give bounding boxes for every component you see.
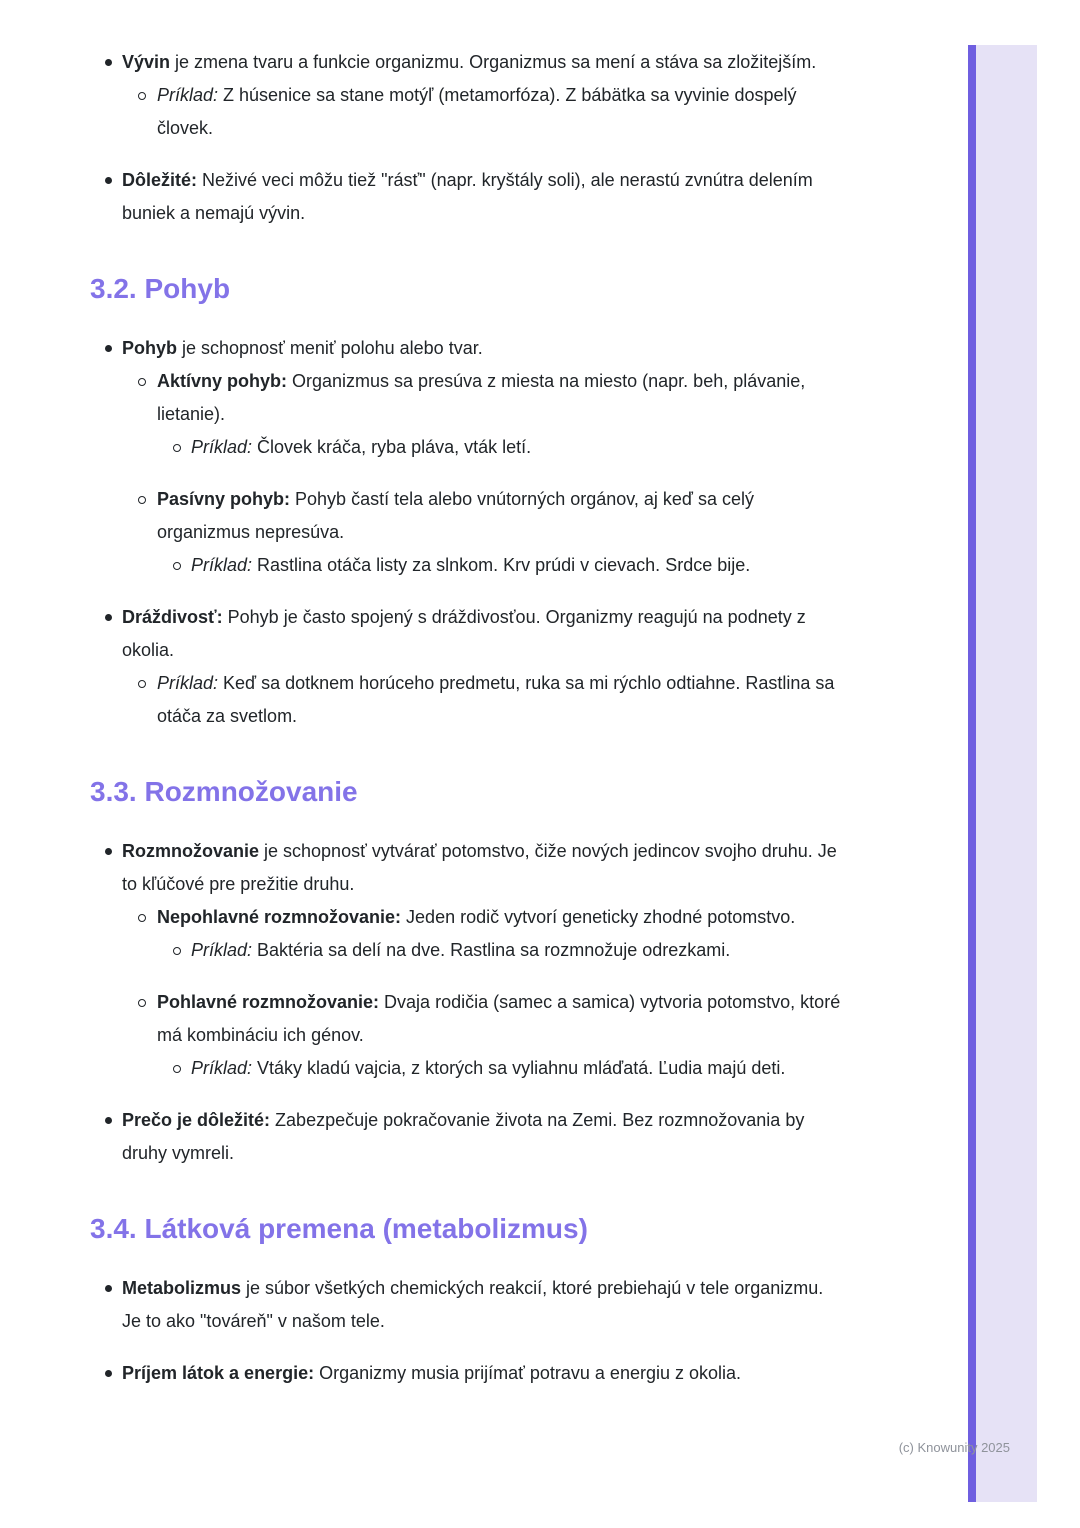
text-run: Príklad: xyxy=(157,673,219,693)
list-item-text xyxy=(122,164,845,230)
bullet-circle-icon xyxy=(173,1052,191,1085)
text-run: Pohyb je často spojený s dráždivosťou. Organizmy reagujú na podnety z okolia. xyxy=(122,607,806,660)
list-item-text xyxy=(157,483,845,549)
text-run: Jeden rodič vytvorí geneticky zhodné potomstvo. xyxy=(401,907,796,927)
text-run: Metabolizmus xyxy=(122,1278,242,1298)
list-item-text xyxy=(157,667,845,733)
list-item-text xyxy=(122,835,845,901)
list-item-text xyxy=(191,549,845,582)
list-item xyxy=(105,46,845,79)
list-item-text xyxy=(122,1357,845,1390)
bullet-circle-icon xyxy=(138,667,157,700)
text-run: Prečo je dôležité: xyxy=(122,1110,271,1130)
text-run: Pohlavné rozmnožovanie: xyxy=(157,992,380,1012)
list-item xyxy=(138,365,845,431)
list-item xyxy=(105,332,845,365)
text-run: Dôležité: xyxy=(122,170,198,190)
list-item-text xyxy=(122,1104,845,1170)
section-heading: 3.3. Rozmnožovanie xyxy=(90,776,358,807)
section-heading: 3.2. Pohyb xyxy=(90,273,231,304)
bullet-circle-icon xyxy=(138,901,157,934)
bullet-circle-icon xyxy=(138,365,157,398)
text-run: Neživé veci môžu tiež "rásť" (napr. kryštály soli), ale nerastú zvnútra delením buniek a nemajú vývin. xyxy=(122,170,813,223)
text-run: Príklad: xyxy=(191,437,253,457)
text-run: Dvaja rodičia (samec a samica) vytvoria potomstvo, ktoré má kombináciu ich génov. xyxy=(157,992,841,1045)
bullet-circle-icon xyxy=(138,483,157,516)
list-item xyxy=(105,835,845,901)
text-run: Nepohlavné rozmnožovanie: xyxy=(157,907,402,927)
text-run: Organizmy musia prijímať potravu a energiu z okolia. xyxy=(314,1363,742,1383)
bullet-disc-icon xyxy=(105,1272,122,1305)
text-run: Z húsenice sa stane motýľ (metamorfóza). Z bábätka sa vyvinie dospelý človek. xyxy=(157,85,797,138)
list-item-text xyxy=(157,986,845,1052)
text-run: Keď sa dotknem horúceho predmetu, ruka sa mi rýchlo odtiahne. Rastlina sa otáča za svetlom. xyxy=(157,673,835,726)
text-run: Zabezpečuje pokračovanie života na Zemi. Bez rozmnožovania by druhy vymreli. xyxy=(122,1110,805,1163)
list-item xyxy=(173,549,845,582)
bullet-disc-icon xyxy=(105,1357,122,1390)
list-item xyxy=(138,901,845,934)
bullet-disc-icon xyxy=(105,1104,122,1137)
bullet-disc-icon xyxy=(105,46,122,79)
list-item xyxy=(173,1052,845,1085)
accent-side-band xyxy=(976,45,1037,1502)
text-run: Dráždivosť: xyxy=(122,607,223,627)
list-item-text xyxy=(122,601,845,667)
list-item xyxy=(105,1104,845,1170)
bullet-circle-icon xyxy=(173,549,191,582)
list-item xyxy=(105,1357,845,1390)
bullet-disc-icon xyxy=(105,332,122,365)
text-run: Človek kráča, ryba pláva, vták letí. xyxy=(252,437,532,457)
text-run: je schopnosť meniť polohu alebo tvar. xyxy=(177,338,483,358)
text-run: Príjem látok a energie: xyxy=(122,1363,315,1383)
text-run: Príklad: xyxy=(191,940,253,960)
text-run: Príklad: xyxy=(157,85,219,105)
bullet-circle-icon xyxy=(138,79,157,112)
list-item xyxy=(138,483,845,549)
text-run: Baktéria sa delí na dve. Rastlina sa rozmnožuje odrezkami. xyxy=(252,940,731,960)
list-item-text xyxy=(122,332,845,365)
text-run: je schopnosť vytvárať potomstvo, čiže nových jedincov svojho druhu. Je to kľúčové pre prežitie druhu. xyxy=(122,841,837,894)
section-heading: 3.4. Látková premena (metabolizmus) xyxy=(90,1213,588,1244)
text-run: Vtáky kladú vajcia, z ktorých sa vyliahnu mláďatá. Ľudia majú deti. xyxy=(252,1058,786,1078)
list-item-text xyxy=(122,1272,845,1338)
text-run: je súbor všetkých chemických reakcií, ktoré prebiehajú v tele organizmu. Je to ako "továreň" v našom tele. xyxy=(122,1278,824,1331)
text-run: Pohyb xyxy=(122,338,178,358)
text-run: Pasívny pohyb: xyxy=(157,489,291,509)
list-item xyxy=(138,667,845,733)
bullet-disc-icon xyxy=(105,601,122,634)
bullet-circle-icon xyxy=(173,934,191,967)
list-item-text xyxy=(191,1052,845,1085)
text-run: Rastlina otáča listy za slnkom. Krv prúdi v cievach. Srdce bije. xyxy=(252,555,751,575)
list-item-text xyxy=(157,79,845,145)
list-item xyxy=(105,164,845,230)
list-item xyxy=(105,601,845,667)
text-run: Vývin xyxy=(122,52,171,72)
list-item xyxy=(105,1272,845,1338)
text-run: Organizmus sa presúva z miesta na miesto (napr. beh, plávanie, lietanie). xyxy=(157,371,806,424)
accent-vertical-line xyxy=(968,45,976,1502)
copyright-note: (c) Knowunity 2025 xyxy=(898,1440,1010,1455)
list-item xyxy=(173,431,845,464)
list-item xyxy=(138,79,845,145)
bullet-circle-icon xyxy=(173,431,191,464)
list-item xyxy=(173,934,845,967)
text-run: Príklad: xyxy=(191,555,253,575)
bullet-circle-icon xyxy=(138,986,157,1019)
text-run: Rozmnožovanie xyxy=(122,841,260,861)
list-item-text xyxy=(122,46,845,79)
bullet-disc-icon xyxy=(105,164,122,197)
text-run: Aktívny pohyb: xyxy=(157,371,288,391)
list-item-text xyxy=(191,934,845,967)
list-item-text xyxy=(157,901,845,934)
text-run: Pohyb častí tela alebo vnútorných orgánov, aj keď sa celý organizmus nepresúva. xyxy=(157,489,755,542)
list-item xyxy=(138,986,845,1052)
text-run: je zmena tvaru a funkcie organizmu. Organizmus sa mení a stáva sa zložitejším. xyxy=(170,52,817,72)
list-item-text xyxy=(191,431,845,464)
bullet-disc-icon xyxy=(105,835,122,868)
text-run: Príklad: xyxy=(191,1058,253,1078)
list-item-text xyxy=(157,365,845,431)
